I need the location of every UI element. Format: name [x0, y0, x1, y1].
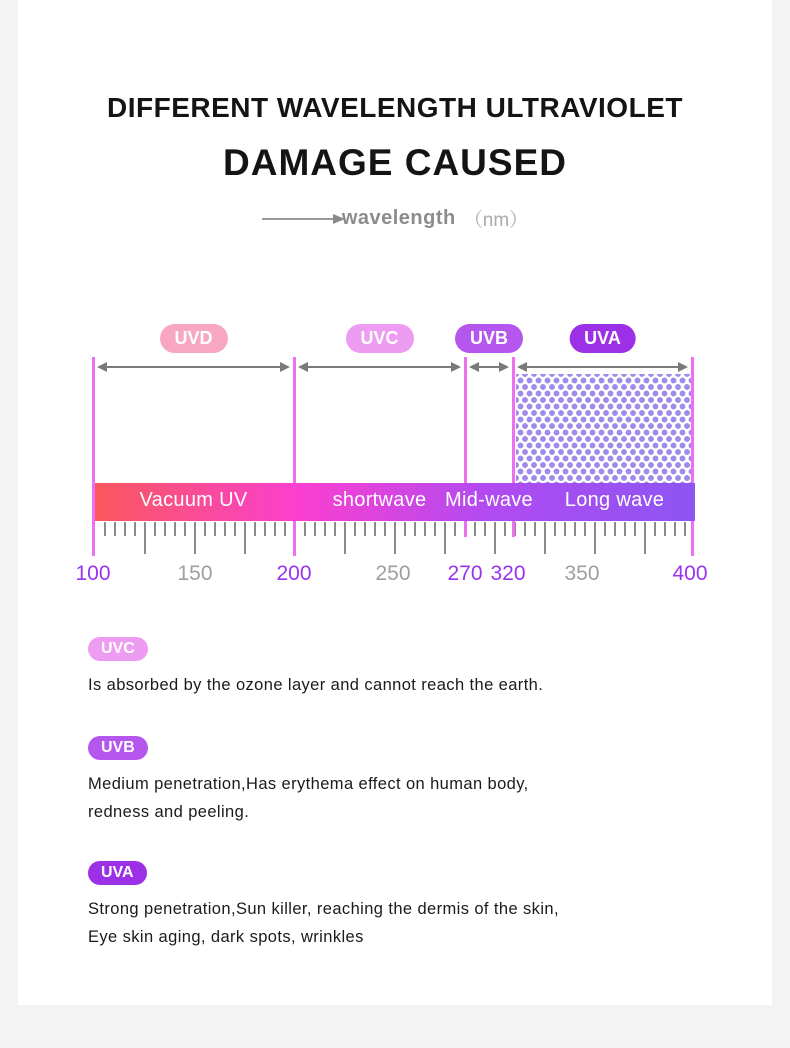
- band-arrow-uvc: [298, 361, 461, 373]
- ruler-tick: [414, 522, 416, 536]
- ruler-tick: [484, 522, 486, 536]
- arrow-shaft: [308, 366, 451, 368]
- ruler-tick: [334, 522, 336, 536]
- band-badge-uva: UVA: [569, 324, 636, 353]
- scale-label-100nm: 100: [75, 562, 111, 585]
- bar-segment-label-uvb: Mid-wave: [445, 489, 533, 511]
- arrowhead-icon: [97, 362, 107, 372]
- ruler-tick: [404, 522, 406, 536]
- arrowhead-icon: [499, 362, 509, 372]
- ruler-tick: [204, 522, 206, 536]
- ruler-tick: [574, 522, 576, 536]
- ruler-tick: [644, 522, 646, 554]
- scale-label-250nm: 250: [375, 562, 411, 585]
- ruler-tick: [234, 522, 236, 536]
- ruler-tick: [544, 522, 546, 554]
- ruler-tick: [174, 522, 176, 536]
- arrow-shaft: [107, 366, 280, 368]
- ruler-tick: [244, 522, 246, 554]
- ruler-tick: [224, 522, 226, 536]
- scale-label-320nm: 320: [490, 562, 526, 585]
- ruler-tick: [684, 522, 686, 536]
- ruler-tick: [554, 522, 556, 536]
- ruler-tick: [344, 522, 346, 554]
- ruler-tick: [304, 522, 306, 536]
- boundary-line-200nm: [293, 357, 296, 556]
- ruler-tick: [444, 522, 446, 554]
- section-text-line: Eye skin aging, dark spots, wrinkles: [88, 928, 364, 946]
- ruler-tick: [324, 522, 326, 536]
- ruler-tick: [524, 522, 526, 536]
- ruler-tick: [284, 522, 286, 536]
- section-uvb: [88, 736, 708, 826]
- ruler-tick: [654, 522, 656, 536]
- ruler-tick: [594, 522, 596, 554]
- band-arrow-uva: [517, 361, 688, 373]
- section-badge-uvc: UVC: [88, 637, 148, 661]
- arrowhead-icon: [298, 362, 308, 372]
- ruler-tick: [104, 522, 106, 536]
- section-uvc: [88, 637, 708, 699]
- ruler-tick: [394, 522, 396, 554]
- ruler-tick: [624, 522, 626, 536]
- ruler-tick: [354, 522, 356, 536]
- boundary-line-400nm: [691, 357, 694, 556]
- ruler-tick: [454, 522, 456, 536]
- ruler-tick: [214, 522, 216, 536]
- bar-segment-label-uvd: Vacuum UV: [139, 489, 248, 511]
- ruler-tick: [314, 522, 316, 536]
- band-badge-uvc: UVC: [345, 324, 413, 353]
- arrowhead-icon: [469, 362, 479, 372]
- section-badge-uvb: UVB: [88, 736, 148, 760]
- ruler-tick: [664, 522, 666, 536]
- band-badge-uvd: UVD: [159, 324, 227, 353]
- ruler-tick: [564, 522, 566, 536]
- ruler-tick: [474, 522, 476, 536]
- ruler-tick: [534, 522, 536, 536]
- arrow-shaft: [527, 366, 678, 368]
- main-title: DIFFERENT WAVELENGTH ULTRAVIOLET: [107, 92, 683, 123]
- arrowhead-icon: [678, 362, 688, 372]
- section-text-line: Strong penetration,Sun killer, reaching the dermis of the skin,: [88, 900, 559, 918]
- bar-segment-label-uvc: shortwave: [332, 489, 427, 511]
- ruler-tick: [374, 522, 376, 536]
- arrowhead-icon: [280, 362, 290, 372]
- ruler-tick: [614, 522, 616, 536]
- ruler-tick: [674, 522, 676, 536]
- ruler-tick: [424, 522, 426, 536]
- ruler-tick: [504, 522, 506, 536]
- arrowhead-icon: [517, 362, 527, 372]
- uva-dot-pattern: [516, 374, 692, 483]
- ruler-tick: [364, 522, 366, 536]
- arrowhead-icon: [451, 362, 461, 372]
- band-arrow-uvd: [97, 361, 290, 373]
- axis-label: wavelength: [341, 207, 456, 229]
- ruler-tick: [604, 522, 606, 536]
- scale-label-350nm: 350: [564, 562, 600, 585]
- band-arrow-uvb: [469, 361, 509, 373]
- ruler-tick: [144, 522, 146, 554]
- ruler-tick: [184, 522, 186, 536]
- ruler-tick: [264, 522, 266, 536]
- section-text-line: Medium penetration,Has erythema effect on human body,: [88, 775, 529, 793]
- ruler-tick: [254, 522, 256, 536]
- ruler-tick: [134, 522, 136, 536]
- ruler-tick: [434, 522, 436, 536]
- ruler-tick: [274, 522, 276, 536]
- band-badge-uvb: UVB: [455, 324, 523, 353]
- axis-unit: （nm）: [463, 210, 529, 231]
- ruler-tick: [154, 522, 156, 536]
- scale-label-400nm: 400: [672, 562, 708, 585]
- bar-segment-label-uva: Long wave: [564, 489, 665, 511]
- boundary-line-100nm: [92, 357, 95, 556]
- scale-label-200nm: 200: [276, 562, 312, 585]
- section-uva: [88, 861, 708, 951]
- arrow-shaft: [479, 366, 499, 368]
- ruler-tick: [164, 522, 166, 536]
- section-text-line: Is absorbed by the ozone layer and cannot reach the earth.: [88, 676, 544, 694]
- section-text-line: redness and peeling.: [88, 803, 250, 821]
- scale-label-270nm: 270: [447, 562, 483, 585]
- scale-label-150nm: 150: [177, 562, 213, 585]
- ruler-tick: [584, 522, 586, 536]
- sub-title: DAMAGE CAUSED: [223, 142, 567, 183]
- ruler-tick: [124, 522, 126, 536]
- ruler-tick: [634, 522, 636, 536]
- ruler-tick: [494, 522, 496, 554]
- ruler-tick: [114, 522, 116, 536]
- ruler-tick: [384, 522, 386, 536]
- ruler-tick: [194, 522, 196, 554]
- section-badge-uva: UVA: [88, 861, 147, 885]
